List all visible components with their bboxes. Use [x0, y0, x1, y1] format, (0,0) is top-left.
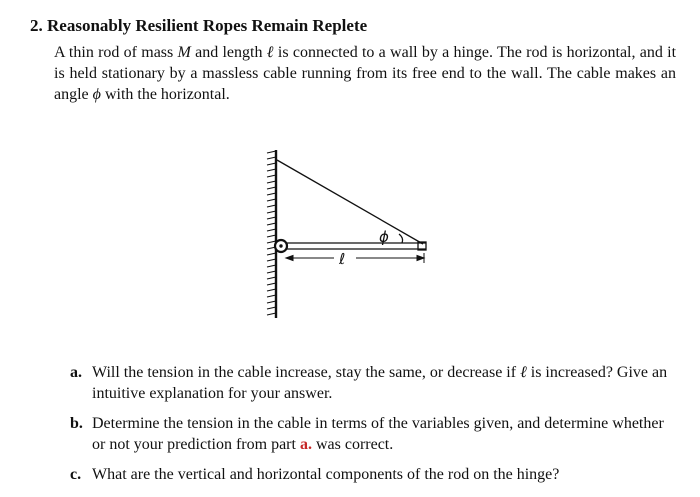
part-a-text-1: Will the tension in the cable increase, stay the same, or decrease if: [92, 364, 521, 381]
problem-title-text: Reasonably Resilient Ropes Remain Replete: [47, 16, 368, 35]
angle-label: ϕ: [379, 228, 389, 246]
part-a-length-symbol: ℓ: [520, 364, 527, 381]
part-c: [70, 464, 676, 485]
part-c-letter: c.: [70, 466, 82, 483]
part-a-reference: a.: [299, 436, 312, 453]
length-symbol: ℓ: [266, 44, 274, 61]
rod: [284, 242, 426, 250]
part-c-text: What are the vertical and horizontal components of the rod on the hinge?: [92, 466, 560, 483]
length-dimension: [286, 253, 424, 263]
wall: [267, 150, 276, 318]
part-b: [70, 413, 676, 455]
intro-text-2: and length: [190, 44, 267, 61]
question-parts: [70, 362, 676, 494]
part-a-text-2: is increased? Give an intuitive explanation for your answer.: [92, 364, 668, 402]
part-a: [70, 362, 676, 404]
intro-text-1: A thin rod of mass: [54, 44, 178, 61]
part-b-text-1: Determine the tension in the cable in terms of the variables given, and determine whether or not your prediction from part: [92, 415, 664, 453]
mass-symbol: M: [177, 44, 191, 61]
intro-text-3: is connected to a wall by a hinge. The rod is horizontal, and it is held stationary by a massless cable running from its free end to the wall. The cable makes an angle: [54, 44, 677, 103]
length-label: ℓ: [339, 250, 346, 268]
angle-arc: [399, 234, 403, 243]
part-b-text-2: was correct.: [311, 436, 394, 453]
angle-symbol: ϕ: [92, 86, 101, 103]
cable: [277, 160, 423, 244]
part-b-letter: b.: [70, 415, 83, 432]
wall-hatching: [267, 151, 276, 315]
hinge: [275, 240, 287, 252]
intro-text-4: with the horizontal.: [100, 86, 230, 103]
problem-number: 2.: [30, 16, 43, 35]
part-a-letter: a.: [70, 364, 82, 381]
